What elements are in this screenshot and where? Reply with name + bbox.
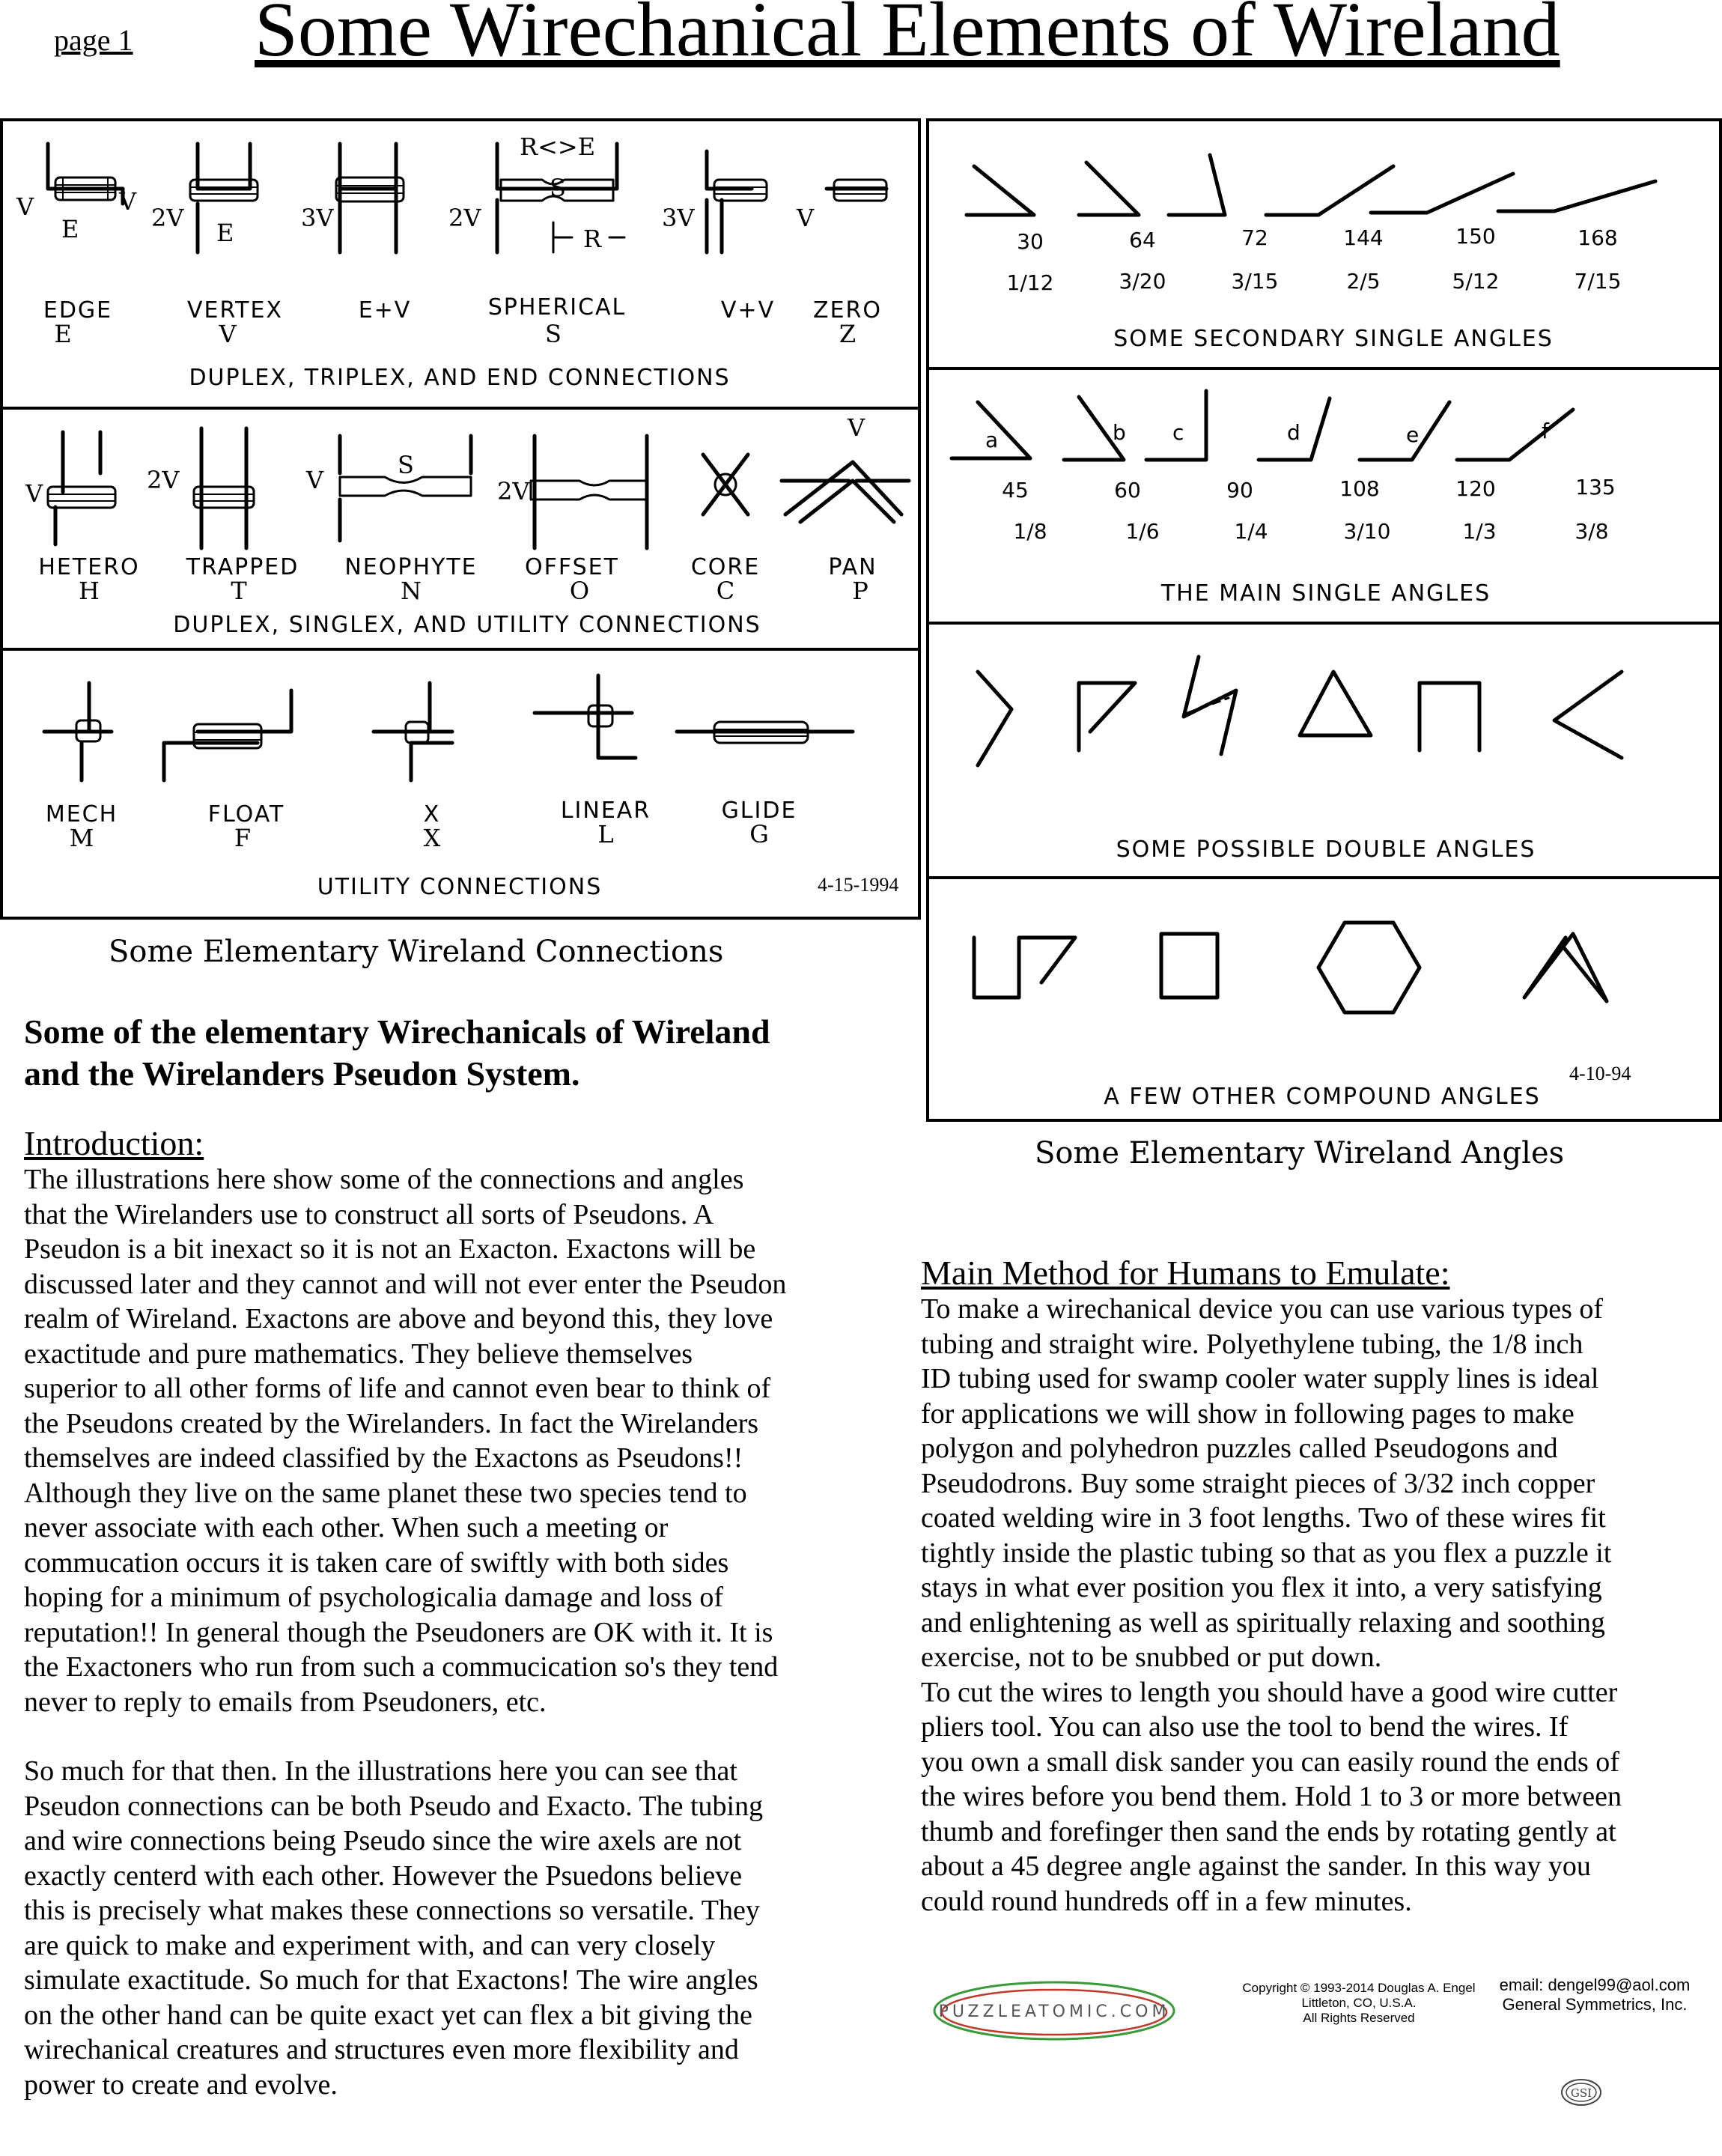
mark-s: S [550, 174, 566, 202]
angle-fraction: 1/3 [1462, 519, 1497, 544]
connections-panel [0, 118, 921, 920]
text-line: that the Wirelanders use to construct all sorts of Pseudons. A [24, 1198, 714, 1230]
text-line: exactitude and pure mathematics. They believe themselves [24, 1337, 693, 1370]
mark-r-swap-e: R<>E [520, 133, 596, 161]
text-line: the Pseudons created by the Wirelanders. In fact the Wirelanders [24, 1407, 759, 1439]
mark-3v: 3V [301, 204, 334, 232]
mark-e: E [61, 215, 79, 243]
mark-v: V [306, 466, 324, 494]
angle-fraction: 1/6 [1125, 519, 1160, 544]
text-line: polygon and polyhedron puzzles called Pseudogons and [921, 1433, 1558, 1464]
glide-connection-drawing [677, 722, 853, 743]
connection-label: TRAPPED [186, 554, 299, 580]
text-line: and enlightening as well as spiritually relaxing and soothing [921, 1606, 1605, 1639]
text-line: To make a wirechanical device you can use various types of [921, 1293, 1604, 1325]
angle-letter: c [1172, 420, 1184, 445]
text-line: this is precisely what makes these connections so versatile. They [24, 1895, 760, 1926]
text-line: tightly inside the plastic tubing so that as you flex a puzzle it [921, 1537, 1612, 1569]
mark-2v: 2V [151, 204, 184, 232]
gsi-seal-icon [1559, 2076, 1604, 2109]
section-label: SOME POSSIBLE DOUBLE ANGLES [1116, 836, 1536, 863]
angle-letter: e [1406, 422, 1420, 447]
connection-letter: X [423, 824, 441, 852]
linear-connection-drawing [535, 675, 636, 758]
secondary-angles-drawing [967, 155, 1655, 215]
drawing-date: 4-15-1994 [818, 874, 899, 896]
text-line: reputation!! In general though the Pseudoners are OK with it. It is [24, 1616, 773, 1648]
text-line: discussed later and they cannot and will not ever enter the Pseudon [24, 1268, 787, 1300]
puzzleatomic-logo[interactable] [927, 1966, 1226, 2056]
text-line: Pseudodrons. Buy some straight pieces of 3/32 inch copper [921, 1467, 1595, 1499]
offset-connection-drawing [531, 436, 647, 548]
angle-fraction: 1/12 [1006, 270, 1054, 295]
text-line: on the other hand can be quite exact yet can flex a bit giving the [24, 1999, 752, 2031]
angle-degree: 168 [1578, 225, 1618, 250]
angle-letter: a [985, 428, 999, 452]
text-line: The illustrations here show some of the connections and angles [24, 1164, 744, 1195]
connection-letter: N [401, 577, 422, 605]
text-line: ID tubing used for swamp cooler water supply lines is ideal [921, 1363, 1599, 1394]
angle-fraction: 3/20 [1119, 269, 1166, 294]
text-line: never to reply to emails from Pseudoners, etc. [24, 1686, 547, 1718]
text-line: themselves are indeed classified by the Exactons as Pseudons!! [24, 1442, 743, 1474]
angle-letter: f [1542, 419, 1549, 443]
connection-letter: M [69, 824, 94, 852]
article-heading [24, 1011, 915, 1095]
compound-angles-drawing [974, 923, 1607, 1012]
connection-letter: T [231, 577, 247, 605]
intro-paragraph [24, 1162, 915, 1719]
text-line: commucation occurs it is taken care of swiftly with both sides [24, 1546, 729, 1579]
second-paragraph [24, 1754, 915, 2102]
text-line: could round hundreds off in a few minutes. [921, 1885, 1412, 1917]
heading-line: Some of the elementary Wirechanicals of Wireland [24, 1012, 770, 1051]
angle-degree: 64 [1129, 228, 1156, 252]
connection-label: GLIDE [721, 798, 797, 824]
connection-letter: O [569, 577, 590, 605]
angle-degree: 150 [1455, 224, 1496, 249]
mark-2v: 2V [497, 477, 530, 505]
connection-label: X [423, 801, 441, 828]
text-line: and wire connections being Pseudo since the wire axels are not [24, 1825, 742, 1856]
angle-degree: 30 [1017, 229, 1044, 254]
contact-block [1475, 1976, 1715, 2014]
mark-v: V [16, 192, 34, 221]
double-angles-drawing [978, 657, 1622, 765]
text-line: thumb and forefinger then sand the ends by rotating gently at [921, 1815, 1616, 1847]
text-line: exactly centerd with each other. However the Psuedons believe [24, 1859, 743, 1892]
edge-connection-drawing [48, 144, 123, 204]
text-line: coated welding wire in 3 foot lengths. Two of these wires fit [921, 1502, 1606, 1534]
angle-degree: 72 [1241, 225, 1268, 250]
section-label: DUPLEX, TRIPLEX, AND END CONNECTIONS [189, 365, 731, 391]
connection-label: V+V [720, 297, 776, 324]
connection-letter: E [54, 320, 72, 348]
angle-letter: d [1287, 420, 1300, 445]
text-line: are quick to make and experiment with, and can very closely [24, 1929, 716, 1961]
core-connection-drawing [703, 455, 748, 514]
v-plus-v-connection-drawing [707, 151, 767, 252]
text-line: superior to all other forms of life and cannot even bear to think of [24, 1373, 771, 1404]
angles-caption: Some Elementary Wireland Angles [1035, 1136, 1565, 1170]
page-title: Some Wirechanical Elements of Wireland [255, 0, 1560, 73]
text-line: exercise, not to be snubbed or put down. [921, 1642, 1382, 1673]
main-angles-drawing [952, 391, 1573, 460]
mark-v: V [797, 204, 815, 232]
pan-connection-drawing [782, 462, 909, 522]
trapped-connection-drawing [194, 428, 254, 548]
angle-fraction: 7/15 [1574, 269, 1622, 294]
angle-degree: 108 [1339, 476, 1380, 501]
zero-connection-drawing [827, 180, 886, 201]
connection-letter: S [545, 320, 562, 348]
angle-fraction: 3/8 [1575, 519, 1609, 544]
method-paragraph [921, 1292, 1721, 1919]
angle-fraction: 1/4 [1234, 519, 1268, 544]
angle-fraction: 3/15 [1231, 269, 1279, 294]
text-line: Although they live on the same planet these two species tend to [24, 1477, 747, 1509]
connection-label: MECH [45, 801, 118, 828]
e-plus-v-connection-drawing [336, 144, 404, 252]
connection-letter: P [852, 577, 868, 605]
mark-2v: 2V [448, 204, 481, 232]
connection-letter: H [79, 577, 100, 605]
connection-letter: V [219, 320, 237, 348]
mark-v: V [848, 413, 865, 442]
text-line: never associate with each other. When such a meeting or [24, 1512, 669, 1543]
text-line: tubing and straight wire. Polyethylene tubing, the 1/8 inch [921, 1328, 1583, 1360]
copyright-block [1232, 1981, 1486, 2026]
connection-letter: Z [839, 320, 857, 348]
connection-letter: F [234, 824, 252, 852]
text-line: Pseudon connections can be both Pseudo and Exacto. The tubing [24, 1790, 764, 1822]
connection-label: OFFSET [525, 554, 619, 580]
article-left-column [24, 1011, 915, 2102]
connection-letter: G [749, 820, 769, 848]
connection-label: EDGE [43, 297, 113, 324]
page-number: page 1 [54, 23, 133, 57]
logo-text: PUZZLEATOMIC.COM [938, 2002, 1170, 2021]
angle-fraction: 1/8 [1013, 519, 1047, 544]
text-line: So much for that then. In the illustrations here you can see that [24, 1755, 737, 1787]
section-label: THE MAIN SINGLE ANGLES [1160, 580, 1491, 607]
text-line: wirechanical creatures and structures even more flexibility and [24, 2034, 739, 2065]
email-link[interactable]: email: dengel99@aol.com [1499, 1976, 1691, 1994]
text-line: power to create and evolve. [24, 2068, 338, 2101]
mark-v: V [25, 479, 43, 508]
connection-label: LINEAR [560, 798, 651, 824]
angle-degree: 90 [1226, 478, 1253, 502]
connection-label: E+V [358, 297, 412, 324]
connection-label: PAN [828, 554, 877, 580]
connection-label: HETERO [38, 554, 140, 580]
article-right-column [921, 1254, 1721, 1919]
mark-2v: 2V [147, 466, 180, 494]
angles-panel [926, 118, 1722, 1122]
connection-label: NEOPHYTE [344, 554, 478, 580]
method-title: Main Method for Humans to Emulate: [921, 1254, 1450, 1292]
mark-v: V [119, 187, 137, 216]
intro-title: Introduction: [24, 1124, 204, 1162]
mark-r: R [583, 225, 602, 253]
connection-letter: L [597, 820, 614, 848]
section-label: UTILITY CONNECTIONS [317, 874, 603, 900]
connections-caption: Some Elementary Wireland Connections [109, 935, 724, 969]
seal-text: GSI [1570, 2086, 1592, 2100]
section-label: SOME SECONDARY SINGLE ANGLES [1113, 326, 1554, 352]
text-line: simulate exactitude. So much for that Exactons! The wire angles [24, 1964, 758, 1996]
text-line: To cut the wires to length you should have a good wire cutter [921, 1676, 1618, 1708]
section-label: A FEW OTHER COMPOUND ANGLES [1104, 1084, 1541, 1110]
angle-fraction: 3/10 [1343, 519, 1391, 544]
text-line: pliers tool. You can also use the tool to bend the wires. If [921, 1711, 1569, 1743]
text-line: hoping for a minimum of psychologicalia damage and loss of [24, 1582, 723, 1613]
connection-label: ZERO [813, 297, 882, 324]
mark-e: E [216, 219, 234, 247]
angle-fraction: 5/12 [1452, 269, 1500, 294]
heading-line: and the Wirelanders Pseudon System. [24, 1054, 580, 1093]
text-line: about a 45 degree angle against the sander. In this way you [921, 1850, 1591, 1882]
mark-3v: 3V [662, 204, 695, 232]
text-line: for applications we will show in following pages to make [921, 1397, 1575, 1430]
text-line: you own a small disk sander you can easily round the ends of [921, 1746, 1619, 1778]
section-label: DUPLEX, SINGLEX, AND UTILITY CONNECTIONS [173, 612, 761, 638]
company-name: General Symmetrics, Inc. [1502, 1995, 1688, 2014]
angle-degree: 60 [1114, 478, 1141, 502]
text-line: stays in what ever position you flex it into, a very satisfying [921, 1572, 1602, 1603]
angle-degree: 45 [1002, 478, 1029, 502]
text-line: the wires before you bend them. Hold 1 to 3 or more between [921, 1781, 1622, 1812]
angle-degree: 144 [1343, 225, 1384, 250]
text-line: Pseudon is a bit inexact so it is not an Exacton. Exactons will be [24, 1233, 756, 1265]
float-connection-drawing [164, 690, 291, 780]
angle-degree: 135 [1575, 475, 1616, 499]
connection-label: CORE [690, 554, 761, 580]
copyright-line: Copyright © 1993-2014 Douglas A. Engel [1242, 1981, 1476, 1995]
angle-letter: b [1113, 420, 1126, 445]
copyright-line: All Rights Reserved [1303, 2011, 1415, 2025]
angle-fraction: 2/5 [1346, 269, 1381, 294]
hetero-connection-drawing [48, 432, 115, 544]
mech-connection-drawing [44, 683, 112, 780]
connection-label: FLOAT [207, 801, 285, 828]
angle-degree: 120 [1455, 476, 1496, 501]
connection-label: SPHERICAL [487, 294, 627, 321]
connection-letter: C [716, 577, 735, 605]
connection-label: VERTEX [187, 297, 283, 324]
text-line: realm of Wireland. Exactons are above and beyond this, they love [24, 1303, 773, 1334]
drawing-date: 4-10-94 [1569, 1063, 1631, 1084]
mark-s: S [398, 451, 414, 479]
x-connection-drawing [374, 683, 452, 780]
text-line: the Exactoners who run from such a commucication so's they tend [24, 1651, 779, 1683]
copyright-line: Littleton, CO, U.S.A. [1301, 1996, 1417, 2010]
